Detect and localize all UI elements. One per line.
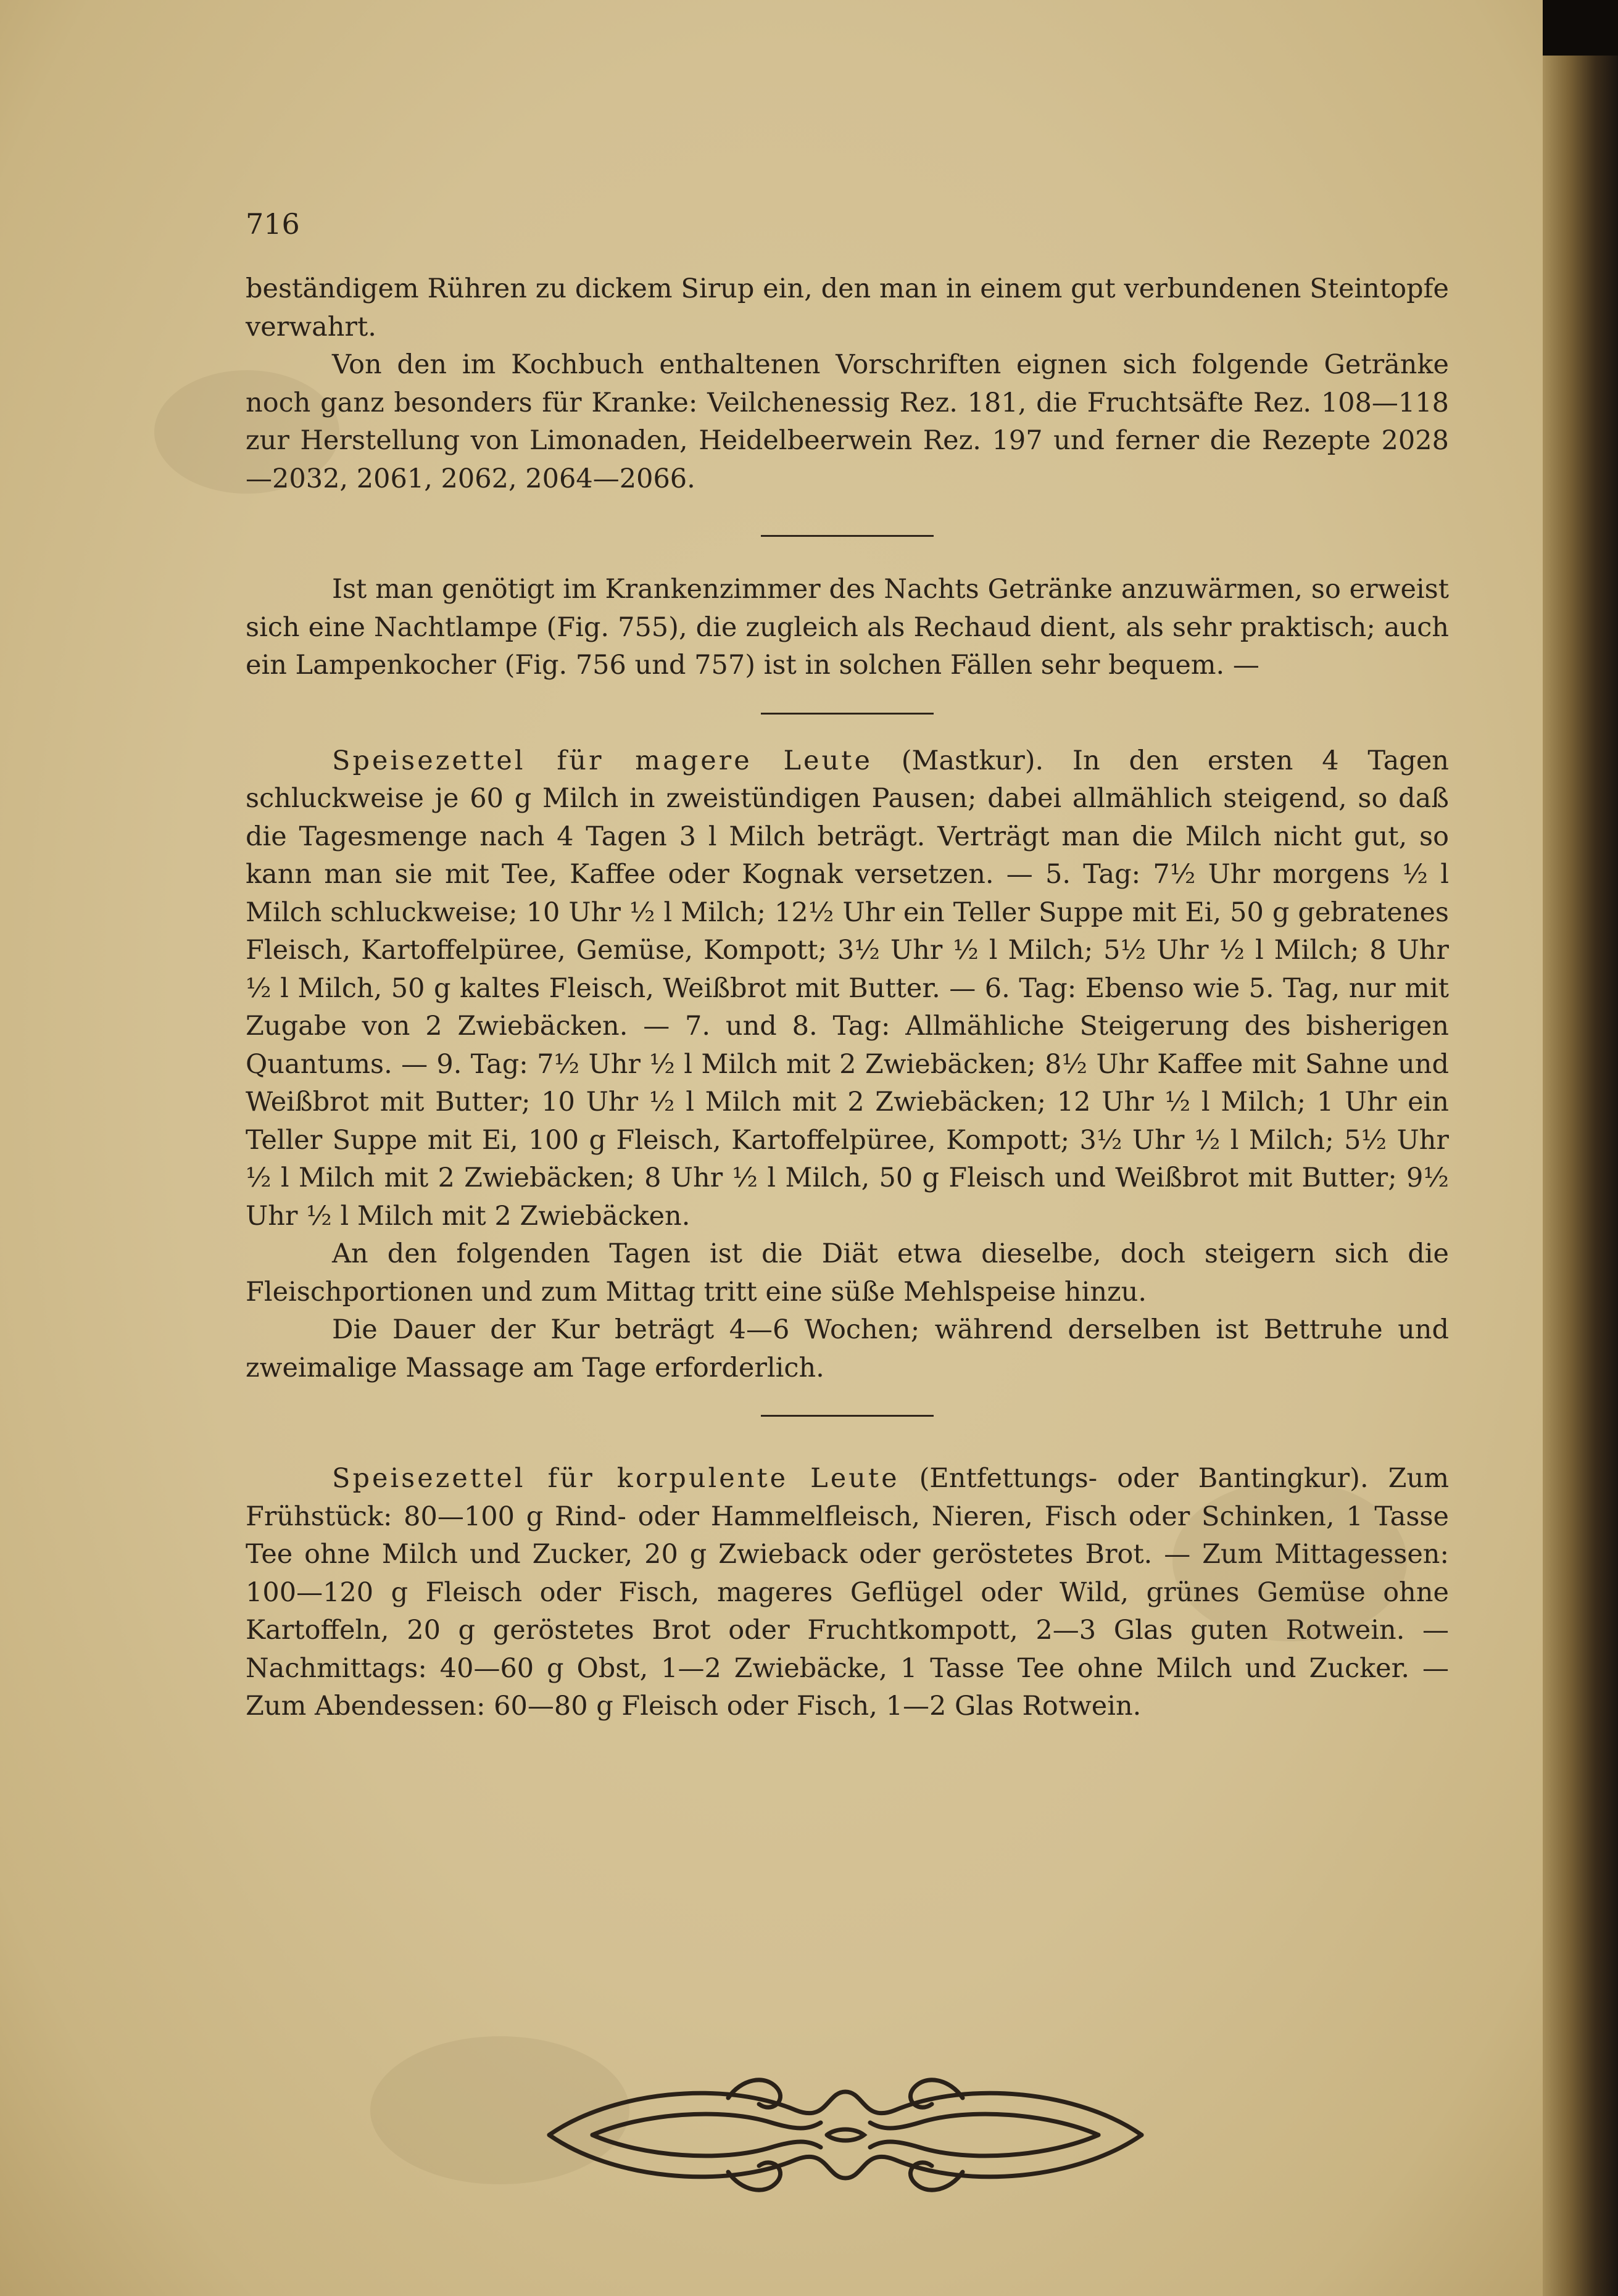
corpulent-menu-paragraph: [246, 1460, 1449, 1726]
lean-duration-paragraph: Die Dauer der Kur beträgt 4—6 Wochen; während derselben ist Bettruhe und zweimalige Massage am Tage erforderlich.: [246, 1314, 1449, 1383]
lean-menu-body: (Mastkur). In den ersten 4 Tagen schluckweise je 60 g Milch in zweistündigen Pausen; dabei allmählich steigend, so daß die Tagesmenge nach 4 Tagen 3 l Milch beträgt. Verträgt man die Milch nicht gut, so kann man sie mit Tee, Kaffee oder Kognak versetzen. — 5. Tag: 7½ Uhr morgens ½ l Milch schluckweise; 10 Uhr ½ l Milch; 12½ Uhr ein Teller Suppe mit Ei, 50 g gebratenes Fleisch, Kartoffelpüree, Gemüse, Kompott; 3½ Uhr ½ l Milch; 5½ Uhr ½ l Milch; 8 Uhr ½ l Milch, 50 g kaltes Fleisch, Weißbrot mit Butter. — 6. Tag: Ebenso wie 5. Tag, nur mit Zugabe von 2 Zwiebäcken. — 7. und 8. Tag: Allmähliche Steigerung des bisherigen Quantums. — 9. Tag: 7½ Uhr ½ l Milch mit 2 Zwiebäcken; 8½ Uhr Kaffee mit Sahne und Weißbrot mit Butter; 10 Uhr ½ l Milch mit 2 Zwiebäcken; 12 Uhr ½ l Milch; 1 Uhr ein Teller Suppe mit Ei, 100 g Fleisch, Kartoffelpüree, Kompott; 3½ Uhr ½ l Milch; 5½ Uhr ½ l Milch mit 2 Zwiebäcken; 8 Uhr ½ l Milch, 50 g Fleisch und Weißbrot mit Butter; 9½ Uhr ½ l Milch mit 2 Zwiebäcken.: [246, 745, 1450, 1232]
lean-menu-paragraph: [246, 742, 1449, 1236]
page-content: [246, 204, 1449, 1726]
lean-menu-heading: Speisezettel für magere Leute: [332, 745, 873, 776]
recipes-paragraph: Von den im Kochbuch enthaltenen Vorschriften eignen sich folgende Getränke noch ganz besonders für Kranke: Veilchenessig Rez. 181, die Fruchtsäfte Rez. 108—118 zur Herstellung von Limonaden, Heidelbeerwein Rez. 197 und ferner die Rezepte 2028—2032, 2061, 2062, 2064—2066.: [246, 349, 1449, 494]
nightlamp-paragraph: Ist man genötigt im Krankenzimmer des Nachts Getränke anzuwärmen, so erweist sich eine Nachtlampe (Fig. 755), die zugleich als Rechaud dient, als sehr praktisch; auch ein Lampenkocher (Fig. 756 und 757) ist in solchen Fällen sehr bequem. —: [246, 574, 1449, 681]
scan-corner: [1543, 0, 1618, 56]
continuation-paragraph: beständigem Rühren zu dickem Sirup ein, den man in einem gut verbundenen Steintopfe verwahrt.: [246, 273, 1449, 342]
scroll-ornament-icon: [537, 2055, 1154, 2215]
page-edge: [1543, 0, 1618, 2296]
corpulent-menu-heading: Speisezettel für korpulente Leute: [332, 1463, 900, 1494]
corpulent-menu-body: (Entfettungs- oder Bantingkur). Zum Frühstück: 80—100 g Rind- oder Hammelfleisch, Nieren, Fisch oder Schinken, 1 Tasse Tee ohne Milch und Zucker, 20 g Zwieback oder geröstetes Brot. — Zum Mittagessen: 100—120 g Fleisch oder Fisch, mageres Geflügel oder Wild, grünes Gemüse ohne Kartoffeln, 20 g geröstetes Brot oder Fruchtkompott, 2—3 Glas guten Rotwein. — Nachmittags: 40—60 g Obst, 1—2 Zwiebäcke, 1 Tasse Tee ohne Milch und Zucker. — Zum Abendessen: 60—80 g Fleisch oder Fisch, 1—2 Glas Rotwein.: [246, 1463, 1449, 1722]
lean-following-paragraph: An den folgenden Tagen ist die Diät etwa dieselbe, doch steigern sich die Fleischportionen und zum Mittag tritt eine süße Mehlspeise hinzu.: [246, 1238, 1449, 1308]
page-number: 716: [246, 207, 300, 241]
